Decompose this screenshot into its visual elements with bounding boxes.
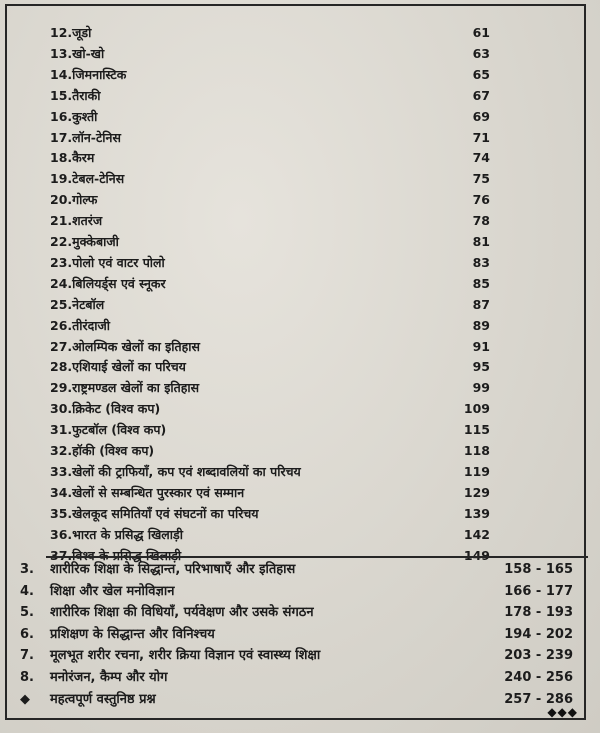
subsection-title: 37.विश्व के प्रसिद्ध खिलाड़ी [50, 547, 182, 563]
subsection-row [50, 253, 490, 273]
subsection-title: 17.लॉन-टेनिस [50, 129, 121, 145]
subsection-page-number: 119 [463, 463, 490, 479]
chapter-number: 7. [20, 648, 34, 664]
subsection-page-number: 61 [472, 25, 490, 40]
subsection-title: 25.नेटबॉल [50, 296, 105, 312]
subsection-title: 28.एशियाई खेलों का परिचय [50, 359, 186, 375]
chapter-title: शारीरिक शिक्षा की विधियाँ, पर्यवेक्षण और उसके संगठन [50, 605, 314, 621]
subsection-row [50, 44, 490, 64]
chapter-title: मनोरंजन, कैम्प और योग [50, 670, 168, 685]
subsection-title: 30.क्रिकेट (विश्व कप) [50, 401, 161, 417]
chapter-page-range: 166 - 177 [504, 583, 573, 599]
subsection-page-number: 109 [463, 401, 490, 417]
subsection-title: 34.खेलों से सम्बन्धित पुरस्कार एवं सम्मान [50, 484, 245, 500]
subsection-row [50, 462, 490, 482]
chapter-number: 5. [20, 605, 34, 621]
subsection-title: 31.फुटबॉल (विश्व कप) [50, 422, 167, 438]
chapter-row [20, 561, 575, 579]
subsection-page-number: 129 [463, 484, 490, 500]
subsection-title: 27.ओलम्पिक खेलों का इतिहास [50, 338, 200, 354]
subsection-title: 29.राष्ट्रमण्डल खेलों का इतिहास [50, 380, 200, 396]
chapter-row [20, 647, 575, 665]
subsection-page-number: 118 [463, 443, 490, 458]
subsection-row [50, 357, 490, 377]
subsection-row [50, 295, 490, 315]
chapter-page-range: 158 - 165 [504, 562, 573, 577]
subsection-page-number: 87 [472, 296, 490, 312]
subsection-page-number: 115 [463, 422, 490, 438]
subsection-row [50, 337, 490, 357]
subsection-page-number: 81 [472, 234, 490, 249]
subsection-title: 33.खेलों की ट्राफियाँ, कप एवं शब्दावलियों का परिचय [50, 463, 301, 479]
subsection-page-number: 83 [472, 254, 490, 270]
chapter-row [20, 669, 575, 687]
subsection-row [50, 378, 490, 398]
subsection-row [50, 316, 490, 336]
subsection-page-number: 67 [472, 87, 490, 103]
subsection-title: 16.कुश्ती [50, 108, 98, 124]
subsection-row [50, 232, 490, 252]
subsection-row [50, 128, 490, 148]
subsection-title: 18.कैरम [50, 150, 95, 166]
subsection-title: 35.खेलकूद समितियाँ एवं संघटनों का परिचय [50, 505, 259, 521]
subsection-title: 14.जिमनास्टिक [50, 66, 127, 82]
subsection-page-number: 74 [472, 150, 490, 166]
chapter-row [20, 626, 575, 644]
bullet-diamond-icon: ◆ [20, 691, 30, 707]
subsection-title: 32.हॉकी (विश्व कप) [50, 443, 155, 458]
subsection-row [50, 148, 490, 168]
chapter-page-range: 194 - 202 [504, 626, 573, 642]
subsection-page-number: 139 [463, 505, 490, 521]
subsection-page-number: 65 [472, 66, 490, 82]
subsection-page-number: 85 [472, 275, 490, 291]
chapter-number: 3. [20, 562, 34, 577]
subsection-row [50, 483, 490, 503]
chapter-page-range: 257 - 286 [504, 691, 573, 707]
subsection-title: 20.गोल्फ [50, 192, 98, 208]
chapter-title: महत्वपूर्ण वस्तुनिष्ठ प्रश्न [50, 691, 156, 707]
subsection-page-number: 142 [463, 526, 490, 542]
chapter-title: मूलभूत शरीर रचना, शरीर क्रिया विज्ञान एवं स्वास्थ्य शिक्षा [50, 648, 321, 664]
subsection-page-number: 76 [472, 192, 490, 208]
subsection-page-number: 75 [472, 171, 490, 187]
chapter-number: 6. [20, 626, 34, 642]
subsection-page-number: 63 [472, 45, 490, 61]
chapter-number: 8. [20, 670, 34, 685]
subsection-title: 21.शतरंज [50, 213, 103, 229]
subsection-title: 13.खो-खो [50, 45, 105, 61]
subsection-row [50, 211, 490, 231]
chapter-row [20, 604, 575, 622]
subsection-row [50, 190, 490, 210]
chapter-title: प्रशिक्षण के सिद्धान्त और विनिश्चय [50, 626, 215, 642]
subsection-title: 26.तीरंदाजी [50, 317, 111, 333]
subsection-row [50, 86, 490, 106]
subsection-page-number: 95 [472, 359, 490, 375]
subsection-row [50, 525, 490, 545]
subsection-title: 15.तैराकी [50, 87, 101, 103]
subsection-row [50, 504, 490, 524]
chapter-title: शिक्षा और खेल मनोविज्ञान [50, 583, 175, 599]
subsection-row [50, 107, 490, 127]
subsection-row [50, 399, 490, 419]
subsection-row [50, 274, 490, 294]
section-divider [46, 556, 588, 558]
subsection-page-number: 89 [472, 317, 490, 333]
diamond-ornament-icon: ◆◆◆ [547, 705, 578, 719]
subsection-page-number: 149 [463, 547, 490, 563]
subsection-row [50, 169, 490, 189]
chapter-page-range: 178 - 193 [504, 605, 573, 621]
subsection-title: 23.पोलो एवं वाटर पोलो [50, 254, 165, 270]
chapter-row [20, 583, 575, 601]
subsection-title: 24.बिलियर्ड्स एवं स्नूकर [50, 275, 166, 291]
subsection-row [50, 441, 490, 461]
subsection-row [50, 420, 490, 440]
subsection-title: 36.भारत के प्रसिद्ध खिलाड़ी [50, 526, 183, 542]
subsection-row [50, 65, 490, 85]
subsection-title: 12.जूडो [50, 25, 92, 40]
chapter-row [20, 691, 575, 709]
chapter-number: 4. [20, 583, 34, 599]
chapter-page-range: 240 - 256 [504, 670, 573, 685]
subsection-page-number: 91 [472, 338, 490, 354]
subsection-title: 22.मुक्केबाजी [50, 234, 119, 249]
subsection-title: 19.टेबल-टेनिस [50, 171, 125, 187]
chapter-page-range: 203 - 239 [504, 648, 573, 664]
subsection-page-number: 99 [472, 380, 490, 396]
subsection-row [50, 23, 490, 43]
subsection-page-number: 78 [472, 213, 490, 229]
chapter-title: शारीरिक शिक्षा के सिद्धान्त, परिभाषाएँ और इतिहास [50, 562, 296, 577]
subsection-page-number: 69 [472, 108, 490, 124]
subsection-page-number: 71 [472, 129, 490, 145]
